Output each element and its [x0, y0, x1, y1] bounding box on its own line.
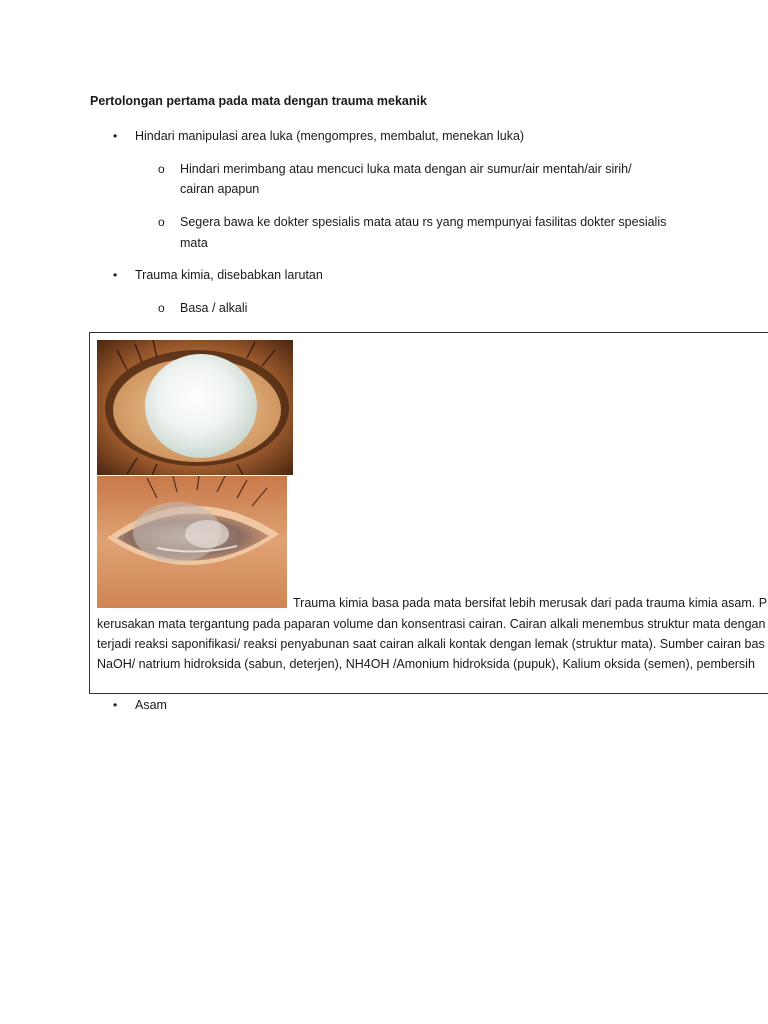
eye-photo-alkali-burn-1: [97, 340, 293, 475]
paragraph-line-4: NaOH/ natrium hidroksida (sabun, deterjen), NH4OH /Amonium hidroksida (pupuk), Kalium oksida (semen), pembersih: [97, 657, 755, 671]
section-heading: Pertolongan pertama pada mata dengan trauma mekanik: [90, 94, 427, 108]
sub-bullet-marker: o: [158, 301, 165, 315]
bullet-marker: •: [113, 129, 118, 143]
bullet-marker: •: [113, 268, 118, 282]
sub-bullet-marker: o: [158, 215, 165, 229]
sub-bullet-marker: o: [158, 162, 165, 176]
list-item-text: Trauma kimia, disebabkan larutan: [135, 268, 323, 282]
sub-list-item-text-continued: cairan apapun: [180, 182, 260, 196]
paragraph-line-3: terjadi reaksi saponifikasi/ reaksi penyabunan saat cairan alkali kontak dengan lemak (struktur mata). Sumber cairan bas: [97, 637, 765, 651]
list-item-text: Hindari manipulasi area luka (mengompres, membalut, menekan luka): [135, 129, 525, 143]
paragraph-line-1: Trauma kimia basa pada mata bersifat lebih merusak dari pada trauma kimia asam. P: [293, 596, 768, 610]
paragraph-line-2: kerusakan mata tergantung pada paparan volume dan konsentrasi cairan. Cairan alkali menembus struktur mata dengan: [97, 617, 766, 631]
sub-list-item-text-continued: mata: [180, 236, 208, 250]
sub-list-item-text: Segera bawa ke dokter spesialis mata atau rs yang mempunyai fasilitas dokter spesialis: [180, 215, 667, 229]
sub-list-item-text: Basa / alkali: [180, 301, 248, 315]
sub-list-item-text: Hindari merimbang atau mencuci luka mata dengan air sumur/air mentah/air sirih/: [180, 162, 632, 176]
eye-photo-alkali-burn-2: [97, 476, 287, 608]
list-item-text: Asam: [135, 698, 167, 712]
bullet-marker: •: [113, 698, 118, 712]
